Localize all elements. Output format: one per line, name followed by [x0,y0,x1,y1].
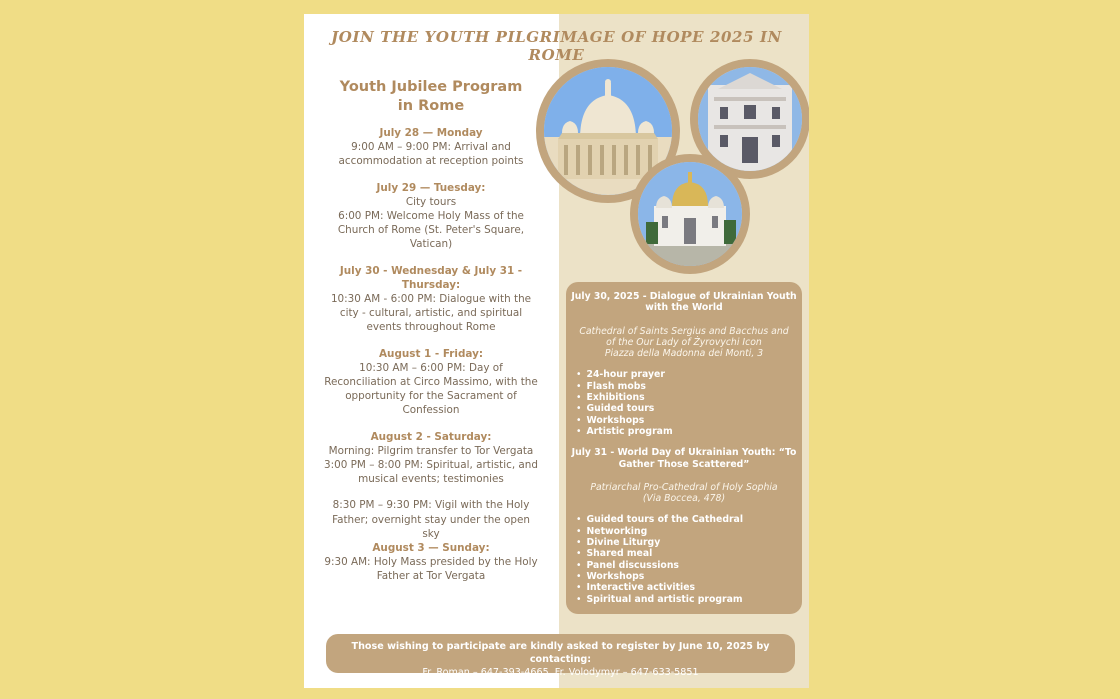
event1-activities-list [576,369,798,437]
day-title: July 28 — Monday [379,127,483,139]
day-august-2 [322,430,540,541]
day-title: July 29 — Tuesday: [376,181,486,194]
list-item: • Workshops [576,415,798,426]
day-line: 9:00 AM – 9:00 PM: Arrival and accommodation at reception points [338,141,524,168]
list-item: • Networking [576,526,798,537]
event1-venue [570,326,798,360]
program-column [322,78,540,596]
list-item: • Artistic program [576,426,798,437]
day-line: 10:30 AM - 6:00 PM: Dialogue with the city - cultural, artistic, and spiritual events throughout Rome [330,293,532,334]
list-item: • Workshops [576,571,798,582]
day-title: August 3 — Sunday: [372,542,490,555]
cathedral-facade-illustration [698,67,802,171]
photo-pro-cathedral-holy-sophia [630,154,750,274]
list-item: • Exhibitions [576,392,798,403]
event1-venue-line3: Piazza della Madonna dei Monti, 3 [604,348,764,360]
day-august-1 [322,347,540,418]
day-july-28 [322,126,540,169]
poster-headline: JOIN THE YOUTH PILGRIMAGE OF HOPE 2025 IN ROME [331,28,782,64]
event1-venue-line1: Cathedral of Saints Sergius and Bacchus and [579,325,789,337]
program-title-line2: in Rome [397,98,465,114]
list-item: • Guided tours of the Cathedral [576,514,798,525]
program-title [322,78,540,116]
program-title-line1: Youth Jubilee Program [339,79,523,95]
holy-sophia-illustration [638,162,742,266]
list-item: • 24-hour prayer [576,369,798,380]
registration-footer [326,634,795,678]
day-title: July 30 - Wednesday & July 31 - Thursday: [339,264,523,291]
event2-activities-list [576,514,798,604]
list-item: • Spiritual and artistic program [576,594,798,605]
list-item: • Flash mobs [576,381,798,392]
day-line: 3:00 PM – 8:00 PM: Spiritual, artistic, and musical events; testimonies [324,459,538,486]
day-line: 9:30 AM: Holy Mass presided by the Holy Father at Tor Vergata [324,556,538,583]
list-item: • Divine Liturgy [576,537,798,548]
day-august-3 [322,541,540,584]
list-item: • Shared meal [576,548,798,559]
day-line: 6:00 PM: Welcome Holy Mass of the Church of Rome (St. Peter's Square, Vatican) [337,210,525,251]
day-line: Morning: Pilgrim transfer to Tor Vergata [328,444,534,457]
day-line: 8:30 PM – 9:30 PM: Vigil with the Holy Father; overnight stay under the open sky [332,499,530,540]
event2-venue-line2: (Via Boccea, 478) [642,493,726,505]
day-line: 10:30 AM – 6:00 PM: Day of Reconciliation at Circo Massimo, with the opportunity for the Sacrament of Confession [324,361,538,417]
day-july-29 [322,181,540,252]
event2-venue [570,482,798,505]
event1-venue-line2: of the Our Lady of Żyrovychi Icon [606,336,762,348]
list-item: • Panel discussions [576,560,798,571]
event2-venue-line1: Patriarchal Pro-Cathedral of Holy Sophia [590,481,778,493]
poster [304,14,809,688]
list-item: • Interactive activities [576,582,798,593]
day-july-30-31 [322,264,540,335]
list-item: • Guided tours [576,403,798,414]
day-line: City tours [405,195,457,208]
event1-title: July 30, 2025 - Dialogue of Ukrainian Youth with the World [571,291,797,314]
registration-instructions: Those wishing to participate are kindly asked to register by June 10, 2025 by contacting: [351,641,770,665]
day-title: August 2 - Saturday: [370,430,492,443]
event2-title: July 31 - World Day of Ukrainian Youth: “To Gather Those Scattered” [571,447,797,470]
events-info-box [566,282,802,614]
day-title: August 1 - Friday: [379,347,483,360]
registration-contacts: Fr. Roman – 647-393-4665, Fr. Volodymyr – 647-633-5851 [422,667,699,678]
